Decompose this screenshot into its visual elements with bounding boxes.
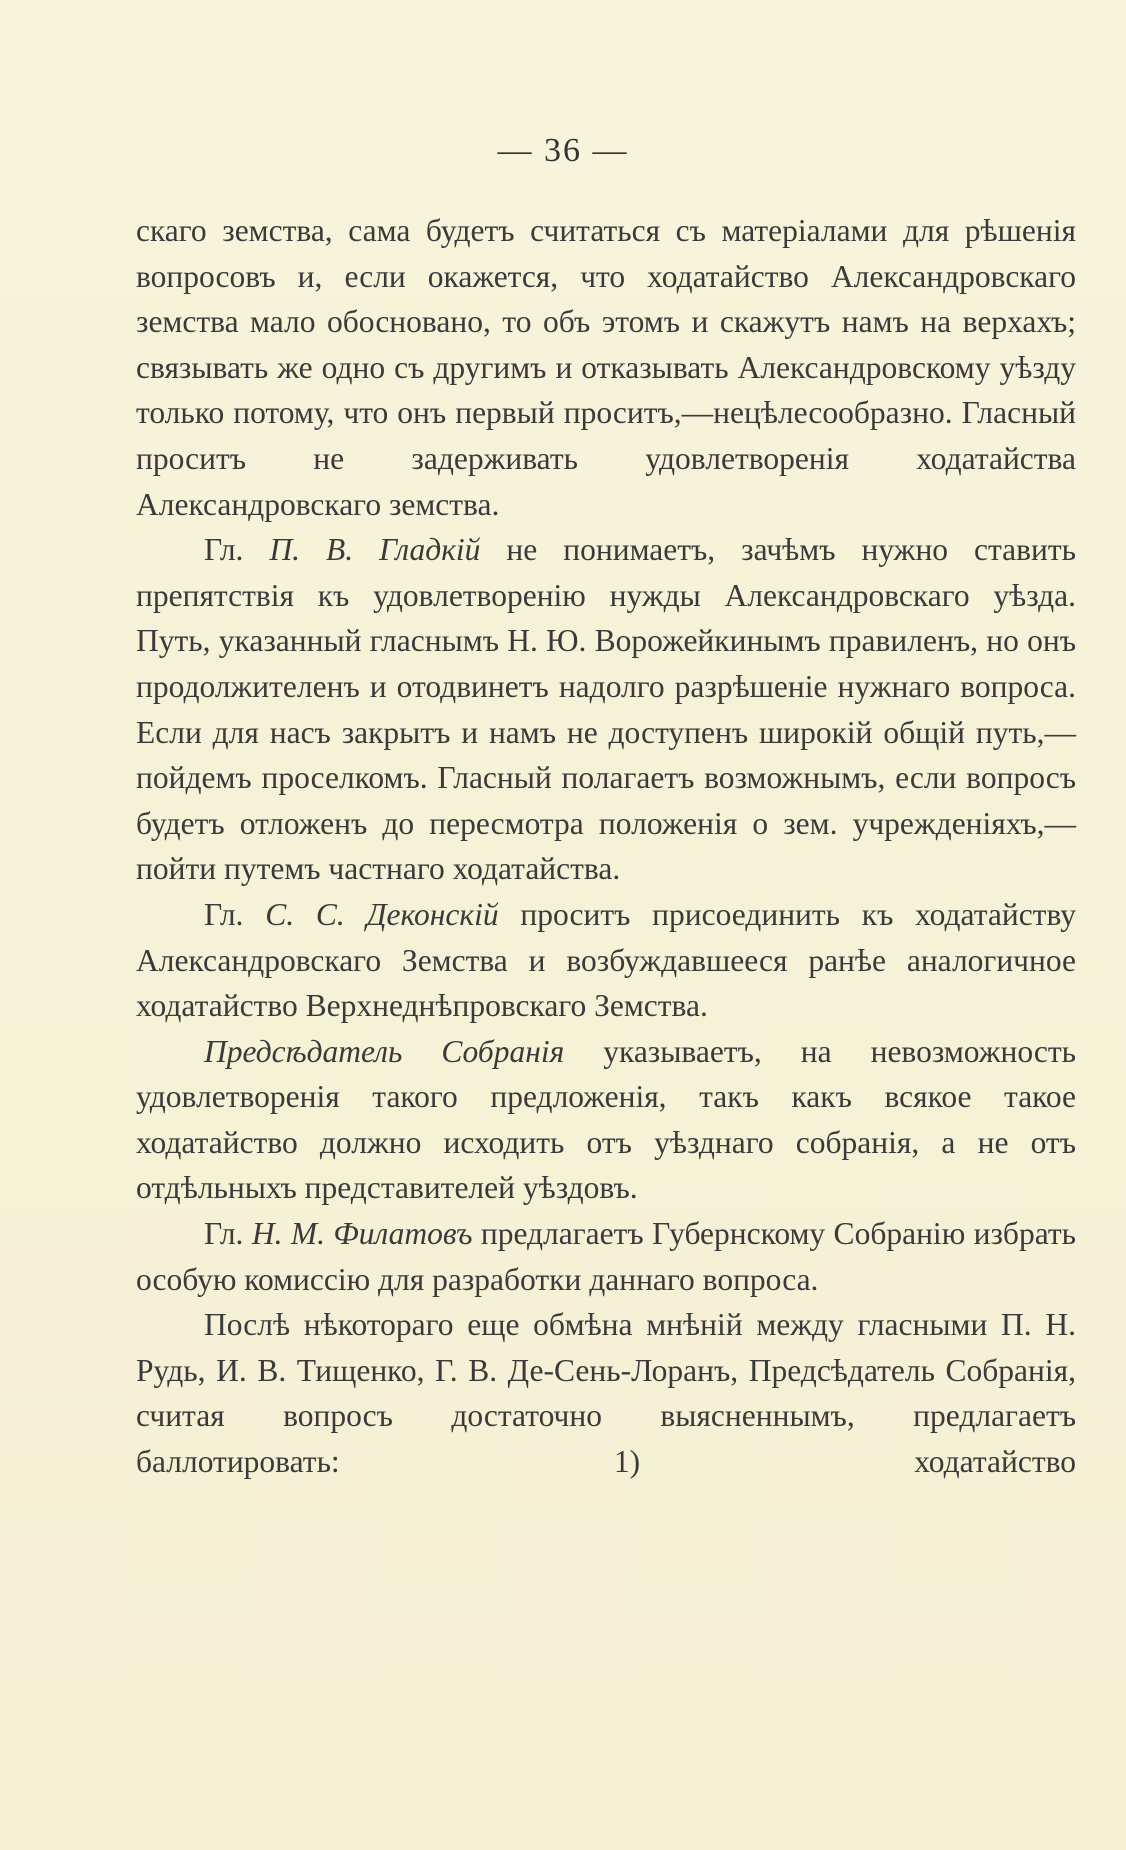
paragraph-gladkiy	[136, 527, 1076, 892]
speaker-prefix: Гл.	[204, 896, 266, 932]
speaker-prefix: Гл.	[204, 532, 270, 568]
paragraph-text: проситъ присоединить къ ходатайству Александровскаго Земства и возбуждавшееся ранѣе аналогичное ходатайство Верхнеднѣпровскаго Земства.	[136, 896, 1076, 1024]
paragraph-text: указываетъ, на невозможность удовлетворенія такого предложенія, такъ какъ всякое такое ходатайство должно исходить отъ уѣзднаго собранія, а не отъ отдѣльныхъ представителей уѣздовъ.	[136, 1033, 1077, 1206]
paragraph-continuation	[136, 208, 1076, 527]
speaker-prefix: Гл.	[204, 1216, 252, 1252]
speaker-name: Н. М. Филатовъ	[251, 1216, 473, 1252]
paragraph-text: Послѣ нѣкотораго еще обмѣна мнѣній между гласными П. Н. Рудь, И. В. Тищенко, Г. В. Де-Сень-Лоранъ, Предсѣдатель Собранія, считая вопросъ достаточно выясненнымъ, предлагаетъ баллотировать: 1) ходатайство	[136, 1307, 1076, 1480]
paragraph-text: не понимаетъ, зачѣмъ нужно ставить препятствія къ удовлетворенію нужды Александровскаго уѣзда. Путь, указанный гласнымъ Н. Ю. Ворожейкинымъ правиленъ, но онъ продолжителенъ и отодвинетъ надолго разрѣшеніе нужнаго вопроса. Если для насъ закрытъ и намъ не доступенъ широкій общій путь,—пойдемъ проселкомъ. Гласный полагаетъ возможнымъ, если вопросъ будетъ отложенъ до пересмотра положенія о зем. учрежденіяхъ,—пойти путемъ частнаго ходатайства.	[136, 532, 1077, 887]
paragraph-text: предлагаетъ Губернскому Собранію избрать особую комиссію для разработки даннаго вопроса.	[136, 1216, 1076, 1297]
paragraph-text: скаго земства, сама будетъ считаться съ матеріалами для рѣшенія вопросовъ и, если окажется, что ходатайство Александровскаго земства мало обосновано, то объ этомъ и скажутъ намъ на верхахъ; связывать же одно съ другимъ и отказывать Александровскому уѣзду только потому, что онъ первый проситъ,—нецѣлесообразно. Гласный проситъ не задерживать удовлетворенія ходатайства Александровскаго земства.	[136, 213, 1076, 522]
speaker-name: Предсѣдатель Собранія	[204, 1033, 565, 1069]
page-number: — 36 —	[497, 132, 629, 169]
paragraph-dekonskiy	[136, 892, 1076, 1029]
paragraph-chairman	[136, 1029, 1076, 1211]
speaker-name: П. В. Гладкій	[269, 532, 481, 568]
body-text	[136, 208, 1076, 1485]
speaker-name: С. С. Деконскій	[265, 896, 499, 932]
paragraph-filatov	[136, 1211, 1076, 1302]
paragraph-vote	[136, 1302, 1076, 1484]
